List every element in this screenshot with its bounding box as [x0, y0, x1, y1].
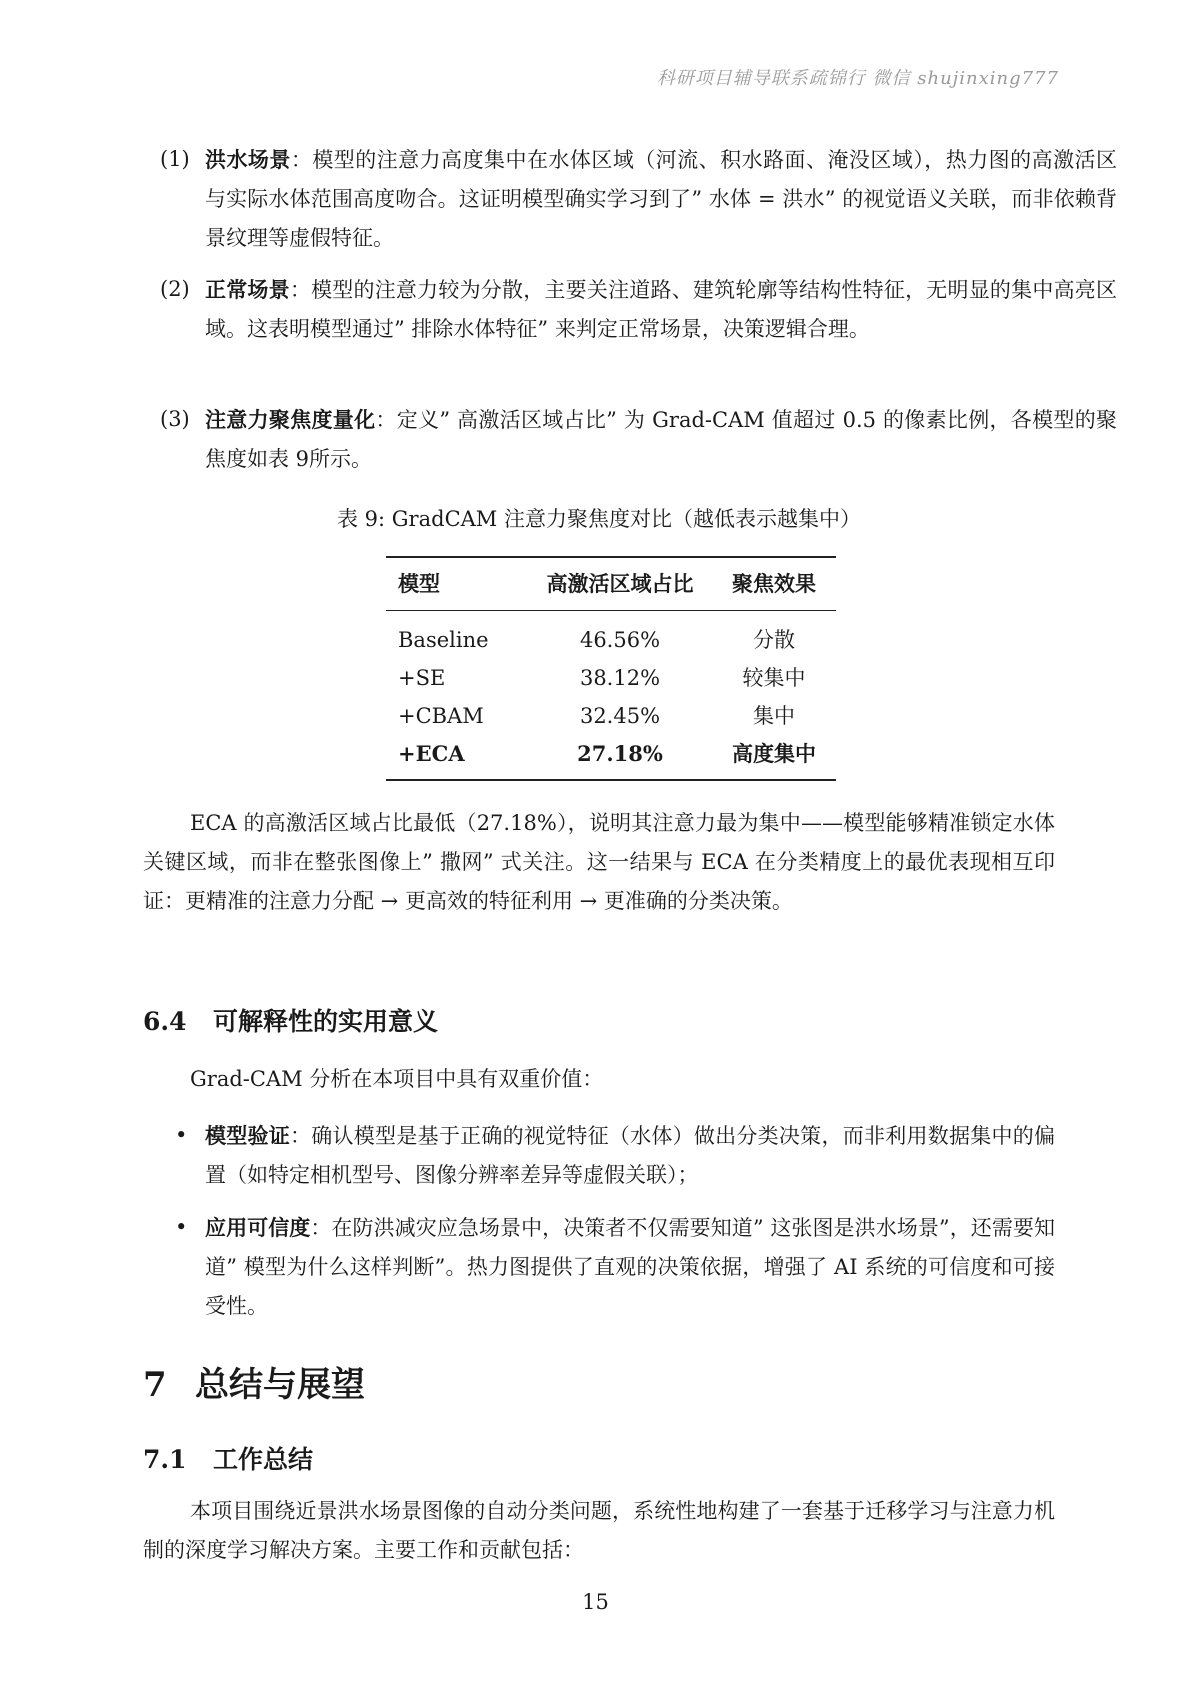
cell-model: Baseline: [398, 628, 489, 652]
cell-ratio: 27.18%: [577, 741, 663, 766]
bullet-title: 应用可信度: [205, 1215, 311, 1240]
results-table: [386, 556, 836, 781]
section-heading-6-4: [143, 1002, 438, 1038]
cell-ratio: 46.56%: [579, 628, 661, 652]
section-number: 7.1: [143, 1445, 187, 1474]
bullet-icon: •: [175, 1215, 188, 1239]
list-item: [143, 1208, 1055, 1326]
enum-title: 洪水场景: [205, 147, 291, 172]
table-header-row: [386, 557, 836, 611]
enum-text: ：模型的注意力高度集中在水体区域（河流、积水路面、淹没区域），热力图的高激活区与实际水体范围高度吻合。这证明模型确实学习到了” 水体 = 洪水” 的视觉语义关联，而非依赖背景纹理等虚假特征。: [205, 148, 1117, 250]
page-header: 科研项目辅导联系疏锦行 微信 shujinxing777: [656, 68, 1059, 89]
enum-text: ：模型的注意力较为分散，主要关注道路、建筑轮廓等结构性特征，无明显的集中高亮区域。这表明模型通过” 排除水体特征” 来判定正常场景，决策逻辑合理。: [205, 278, 1117, 341]
section-title: 可解释性的实用意义: [213, 1007, 439, 1036]
table-caption: 表 9: GradCAM 注意力聚焦度对比（越低表示越集中）: [337, 507, 861, 531]
cell-effect: 较集中: [742, 666, 806, 690]
section-heading-7-1: [143, 1440, 313, 1476]
table-row-best: [386, 735, 836, 780]
paragraph-eca-analysis: ECA 的高激活区域占比最低（27.18%），说明其注意力最为集中——模型能够精准锁定水体关键区域，而非在整张图像上” 撒网” 式关注。这一结果与 ECA 在分类精度上的最优表现相互印证：更精准的注意力分配 → 更高效的特征利用 → 更准确的分类决策。: [143, 811, 1055, 913]
section-title: 总结与展望: [195, 1365, 365, 1405]
enum-title: 正常场景: [205, 277, 290, 302]
cell-model: +ECA: [398, 741, 465, 766]
cell-effect: 集中: [753, 704, 795, 728]
cell-model: +SE: [398, 666, 446, 690]
page-number: 15: [582, 1590, 609, 1614]
enum-item-flood: [143, 140, 1117, 258]
enum-label: (1): [160, 147, 190, 171]
enum-item-normal: [143, 270, 1117, 349]
enum-label: (2): [160, 277, 190, 301]
section-number: 6.4: [143, 1007, 187, 1036]
cell-ratio: 32.45%: [579, 704, 661, 728]
section-title: 工作总结: [213, 1445, 314, 1474]
bullet-list: [143, 1116, 1055, 1339]
list-item: [143, 1116, 1055, 1195]
table-row: [386, 611, 836, 660]
bullet-text: ：确认模型是基于正确的视觉特征（水体）做出分类决策，而非利用数据集中的偏置（如特定相机型号、图像分辨率差异等虚假关联）；: [205, 1124, 1056, 1187]
section-heading-7: [143, 1357, 365, 1406]
column-header-effect: 聚焦效果: [712, 557, 836, 611]
bullet-title: 模型验证: [205, 1123, 291, 1148]
paragraph-gradcam-value: Grad-CAM 分析在本项目中具有双重价值：: [190, 1067, 604, 1091]
enum-text: ：定义” 高激活区域占比” 为 Grad-CAM 值超过 0.5 的像素比例，各模型的聚焦度如表 9所示。: [205, 408, 1118, 471]
enum-item-quantify: [143, 400, 1117, 479]
table-row: [386, 697, 836, 735]
paragraph-work-summary: 本项目围绕近景洪水场景图像的自动分类问题，系统性地构建了一套基于迁移学习与注意力机制的深度学习解决方案。主要工作和贡献包括：: [143, 1499, 1055, 1562]
bullet-text: ：在防洪减灾应急场景中，决策者不仅需要知道” 这张图是洪水场景”，还需要知道” 模型为什么这样判断”。热力图提供了直观的决策依据，增强了 AI 系统的可信度和可接受性。: [205, 1216, 1055, 1318]
section-number: 7: [143, 1365, 167, 1405]
cell-ratio: 38.12%: [579, 666, 661, 690]
cell-effect: 分散: [753, 628, 795, 652]
enum-label: (3): [160, 407, 190, 431]
table-row: [386, 659, 836, 697]
cell-model: +CBAM: [398, 704, 484, 728]
enum-title: 注意力聚焦度量化: [205, 407, 376, 432]
column-header-model: 模型: [386, 557, 528, 611]
column-header-ratio: 高激活区域占比: [528, 557, 712, 611]
cell-effect: 高度集中: [732, 741, 816, 766]
bullet-icon: •: [175, 1123, 188, 1147]
